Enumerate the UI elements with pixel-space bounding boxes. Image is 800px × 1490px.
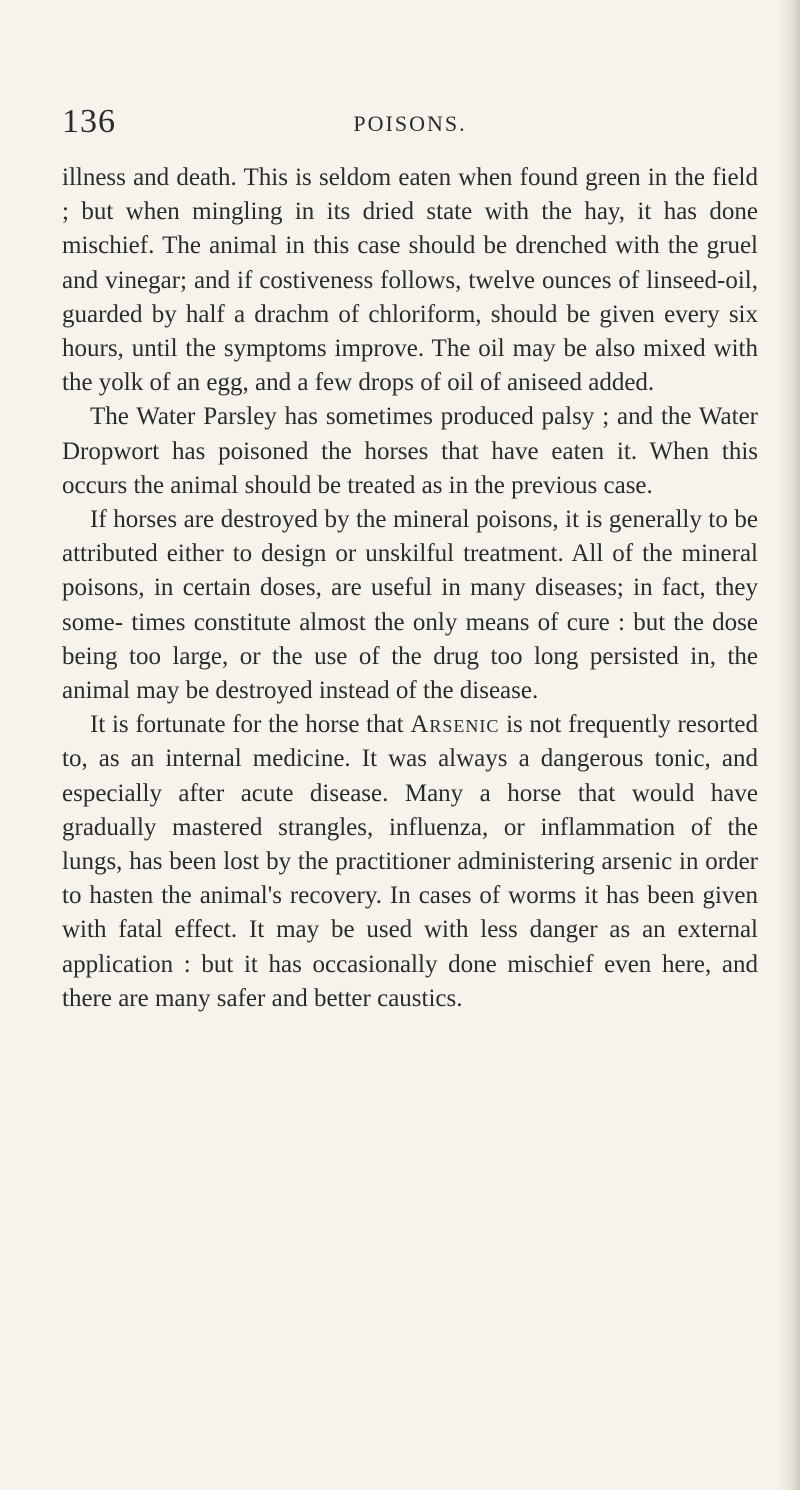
paragraph-4-start: It is fortunate for the horse that [90,711,411,739]
paragraph-1: illness and death. This is seldom eaten when found green in the field ; but when mingling in its dried state with the hay, it has done mischief. The animal in this case should be drenched with the gruel and vinegar; and if costiveness follows, twelve ounces of linseed-oil, guarded by half a drachm of chloriform, should be given every six hours, until the symptoms improve. The oil may be also mixed with the yolk of an egg, and a few drops of oil of aniseed added. [62,164,758,397]
arsenic-term: Arsenic [410,711,500,739]
running-head: POISONS. [353,111,467,136]
body-text [62,161,758,1016]
paragraph-3: If horses are destroyed by the mineral poisons, it is generally to be attributed either to design or unskilful treatment. All of the mineral poisons, in certain doses, are useful in many diseases; in fact, they some- times constitute almost the only means of cure : but the dose being too large, or the use of the drug too long persisted in, the animal may be destroyed instead of the disease. [62,506,758,705]
paragraph-2: The Water Parsley has sometimes produced palsy ; and the Water Dropwort has poisoned the horses that have eaten it. When this occurs the animal should be treated as in the previous case. [62,403,758,499]
paragraph-4 [62,708,758,1016]
page-edge-shadow [778,0,800,1490]
paragraph-4-rest: is not frequently resorted to, as an internal medicine. It was always a dangerous tonic, and especially after acute disease. Many a horse that would have gradually mastered strangles, influenza, or inflammation of the lungs, has been lost by the practitioner administering arsenic in order to hasten the animal's recovery. In cases of worms it has been given with fatal effect. It may be used with less danger as an external application : but it has occasionally done mischief even here, and there are many safer and better caustics. [62,711,759,1012]
page-header [62,100,758,144]
page-number: 136 [62,103,116,140]
